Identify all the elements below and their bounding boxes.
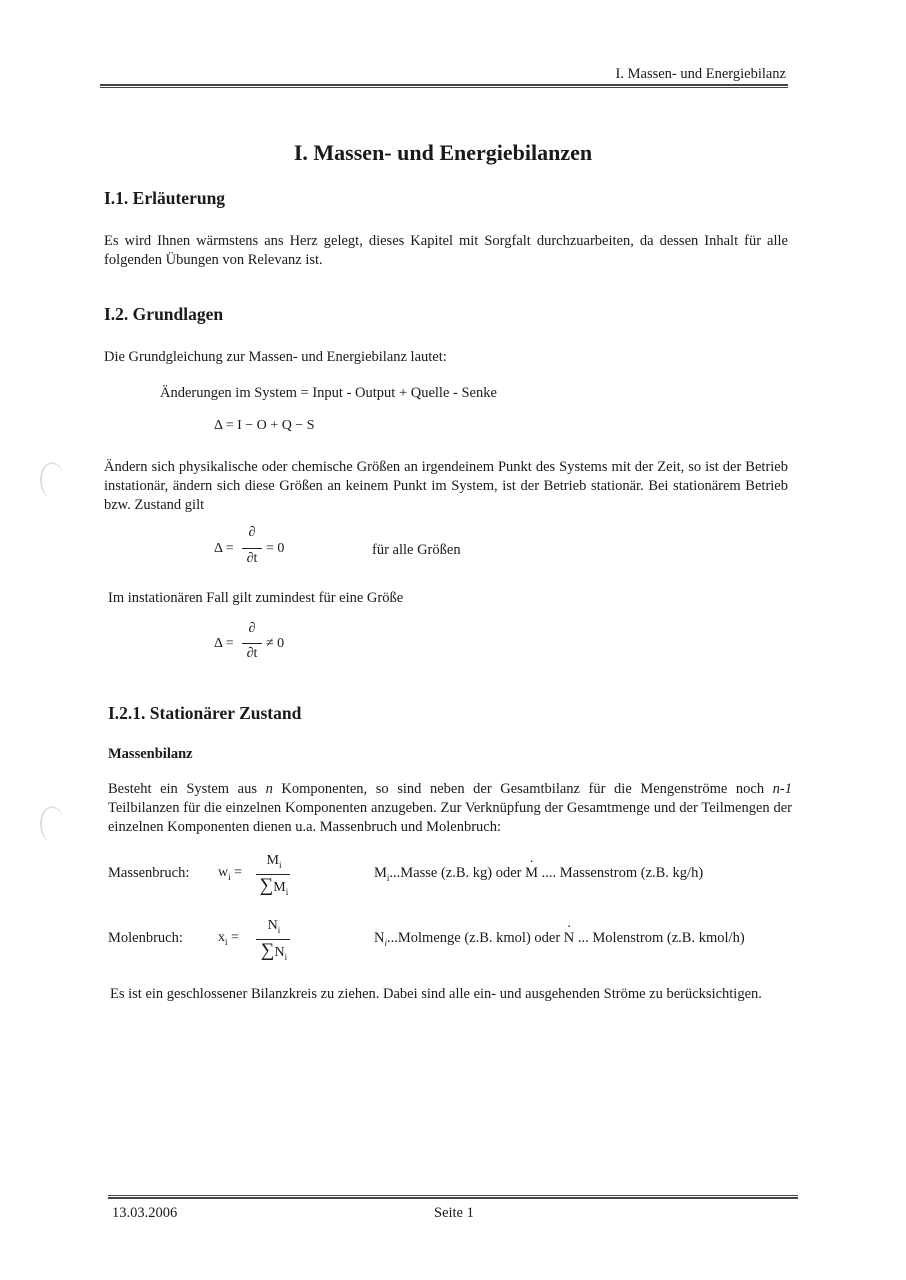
para-part-a: Besteht ein System aus <box>108 781 257 797</box>
para-part-b: Komponenten, so sind neben der Gesamtbilanz für die Mengenströme noch <box>281 781 765 797</box>
section-heading-erlaeuterung: I.1. Erläuterung <box>104 188 226 208</box>
closing-text: Es ist ein geschlossener Bilanzkreis zu ziehen. Dabei sind alle ein- und ausgehenden Ströme zu berücksichtigen. <box>110 986 762 1002</box>
mass-desc-flow: .... Massenstrom (z.B. kg/h) <box>541 865 704 881</box>
footer-page-number: Seite 1 <box>434 1205 474 1221</box>
mol-desc-sub: i <box>384 937 387 948</box>
equation-symbols: Δ = I − O + Q − S <box>214 418 315 433</box>
page-title: I. Massen- und Energiebilanzen <box>293 140 593 165</box>
punch-hole-mark <box>40 462 64 498</box>
mass-den-symbol: M <box>273 880 286 895</box>
grundlagen-paragraph: Ändern sich physikalische oder chemische Größen an irgendeinem Punkt des Systems mit der Zeit, so ist der Betrieb instationär, ändern sich diese Größen an keinem Punkt im System, ist der Betrieb stationär. Bei stationärem Betrieb bzw. Zustand gilt <box>104 459 788 513</box>
mol-num-symbol: N <box>267 918 278 933</box>
eq-stat-rhs: = 0 <box>266 541 285 556</box>
molenbruch-label: Molenbruch: <box>108 930 183 946</box>
erlaeuterung-text: Es wird Ihnen wärmstens ans Herz gelegt, dieses Kapitel mit Sorgfalt durchzuarbeiten, da dessen Inhalt für alle folgenden Übungen von Relevanz ist. <box>104 233 788 268</box>
eq-stat-lhs: Δ = <box>214 541 234 556</box>
para-part-c: Teilbilanzen für die einzelnen Komponenten anzugeben. Zur Verknüpfung der Gesamtmenge und der Teilmengen der einzelnen Komponenten dienen u.a. Massenbruch und Molenbruch: <box>108 800 792 835</box>
mass-denominator <box>252 875 296 897</box>
eq-stat-numerator: ∂ <box>248 525 256 540</box>
eq-instat-lhs: Δ = <box>214 636 234 651</box>
mol-desc-text: ...Molmenge (z.B. kmol) oder <box>387 930 561 946</box>
mol-desc-symbol: N <box>374 930 385 946</box>
mol-num-sub: i <box>277 924 281 935</box>
mol-denominator <box>252 940 296 962</box>
equation-words: Änderungen im System = Input - Output + Quelle - Senke <box>160 385 497 401</box>
mass-flow-symbol: M · <box>525 864 538 883</box>
mass-lhs-sub: i <box>228 871 231 882</box>
grundlagen-intro: Die Grundgleichung zur Massen- und Energiebilanz lautet: <box>104 349 447 365</box>
section-heading-grundlagen: I.2. Grundlagen <box>104 304 224 324</box>
section-heading-stationaer: I.2.1. Stationärer Zustand <box>108 703 302 723</box>
footer-date: 13.03.2006 <box>112 1205 178 1221</box>
eq-instat-fraction-line <box>242 643 262 644</box>
mass-desc-sub: i <box>386 872 390 883</box>
molenbruch-lhs <box>218 930 239 947</box>
para-var-n1: n-1 <box>772 781 792 797</box>
mass-num-symbol: M <box>266 853 279 868</box>
mol-sum-symbol: ∑ <box>260 940 275 961</box>
eq-stat-note: für alle Größen <box>372 542 461 558</box>
eq-stat-denominator: ∂t <box>246 551 258 566</box>
eq-instat-denominator: ∂t <box>246 646 258 661</box>
eq-stat-fraction-line <box>242 548 262 549</box>
instationary-text: Im instationären Fall gilt zumindest für eine Größe <box>108 590 404 606</box>
mass-lhs-symbol: w <box>218 865 229 880</box>
mass-sum-symbol: ∑ <box>259 875 274 896</box>
mol-lhs-sub: i <box>225 936 228 947</box>
mol-numerator <box>254 918 294 935</box>
eq-instat-numerator: ∂ <box>248 621 256 636</box>
header-rule <box>100 84 788 88</box>
mass-eq-sign: = <box>234 865 243 880</box>
massenbruch-description <box>374 864 703 888</box>
para-var-n: n <box>265 781 273 797</box>
massenbruch-lhs <box>218 865 242 882</box>
footer-rule <box>108 1195 798 1199</box>
mass-numerator <box>254 853 294 870</box>
eq-instat-rhs: ≠ 0 <box>266 636 285 651</box>
mol-desc-flow: ... Molenstrom (z.B. kmol/h) <box>577 930 745 946</box>
mass-desc-text: ...Masse (z.B. kg) oder <box>389 865 522 881</box>
mol-den-sub: i <box>284 951 288 962</box>
massenbruch-label: Massenbruch: <box>108 865 190 881</box>
mol-lhs-symbol: x <box>218 930 225 945</box>
molenbruch-description <box>374 929 745 953</box>
mol-eq-sign: = <box>231 930 239 945</box>
mass-den-sub: i <box>285 886 289 897</box>
massenbilanz-paragraph <box>108 780 792 837</box>
running-header: I. Massen- und Energiebilanz <box>615 66 786 82</box>
mass-desc-symbol: M <box>374 865 387 881</box>
punch-hole-mark <box>40 806 64 842</box>
mol-flow-symbol: N · <box>564 929 574 948</box>
mass-num-sub: i <box>278 859 282 870</box>
mol-den-symbol: N <box>274 945 285 960</box>
subheading-massenbilanz: Massenbilanz <box>108 746 193 762</box>
